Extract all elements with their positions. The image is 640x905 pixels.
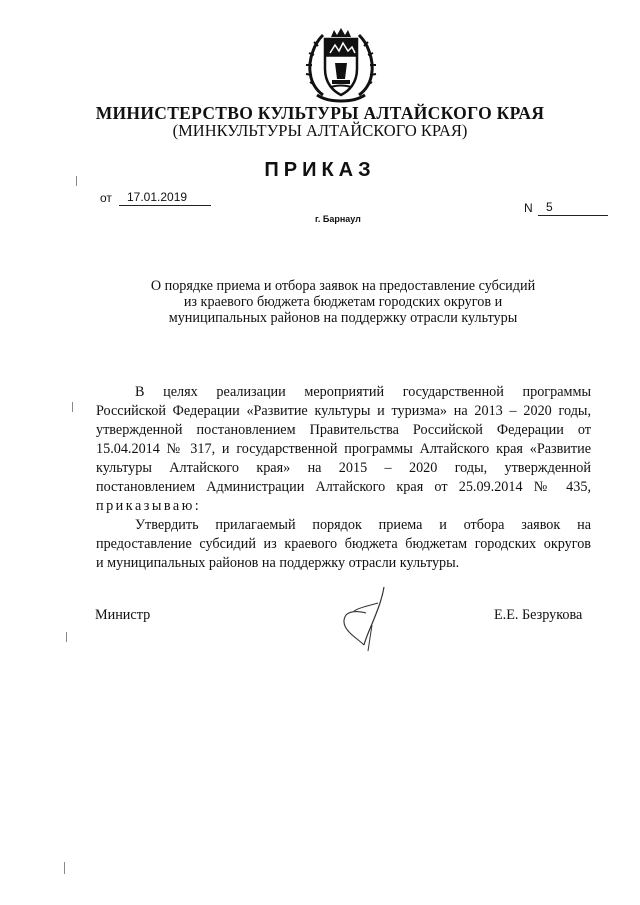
ministry-short-name: (МИНКУЛЬТУРЫ АЛТАЙСКОГО КРАЯ): [172, 121, 468, 140]
ministry-name: МИНИСТЕРСТВО КУЛЬТУРЫ АЛТАЙСКОГО КРАЯ: [95, 103, 545, 123]
order-word: приказываю:: [96, 498, 202, 514]
subject-line: муниципальных районов на поддержку отрасли культуры: [168, 310, 518, 326]
subject-line: О порядке приема и отбора заявок на предоставление субсидий: [150, 278, 536, 294]
coat-of-arms-emblem: [303, 25, 379, 105]
number-label: N: [524, 201, 533, 215]
scan-mark: [72, 402, 73, 412]
preamble-line: В целях реализации мероприятий государственной программы: [135, 384, 591, 400]
subject-line: из краевого бюджета бюджетам городских округов и: [183, 294, 503, 310]
scan-mark: [64, 862, 65, 874]
order-line: Утвердить прилагаемый порядок приема и отбора заявок на: [135, 517, 591, 533]
order-subject: [100, 278, 586, 326]
scan-mark: [76, 176, 77, 186]
document-number: 5: [538, 199, 608, 216]
handwritten-signature: [338, 585, 394, 653]
preamble-line: постановлением Администрации Алтайского края от 25.09.2014 № 435,: [96, 479, 591, 495]
signatory-role: Министр: [95, 607, 151, 623]
preamble-line: 15.04.2014 № 317, и государственной программы Алтайского края «Развитие: [96, 441, 591, 457]
signatory-name: Е.Е. Безрукова: [494, 607, 583, 623]
city: г. Барнаул: [315, 214, 361, 224]
order-line: предоставление субсидий из краевого бюджета бюджетам городских округов: [96, 536, 591, 552]
preamble-line: Российской Федерации «Развитие культуры и туризма» на 2013 – 2020 годы,: [96, 403, 591, 419]
preamble-line: культуры Алтайского края» на 2015 – 2020 годы, утвержденной: [96, 460, 591, 476]
scan-mark: [66, 632, 67, 642]
order-line: и муниципальных районов на поддержку отрасли культуры.: [96, 555, 460, 571]
document-date: 17.01.2019: [119, 189, 211, 206]
order-body: [96, 383, 591, 573]
preamble-line: утвержденной постановлением Правительства Российской Федерации от: [96, 422, 591, 438]
document-title: ПРИКАЗ: [264, 159, 376, 181]
date-label: от: [100, 191, 112, 205]
